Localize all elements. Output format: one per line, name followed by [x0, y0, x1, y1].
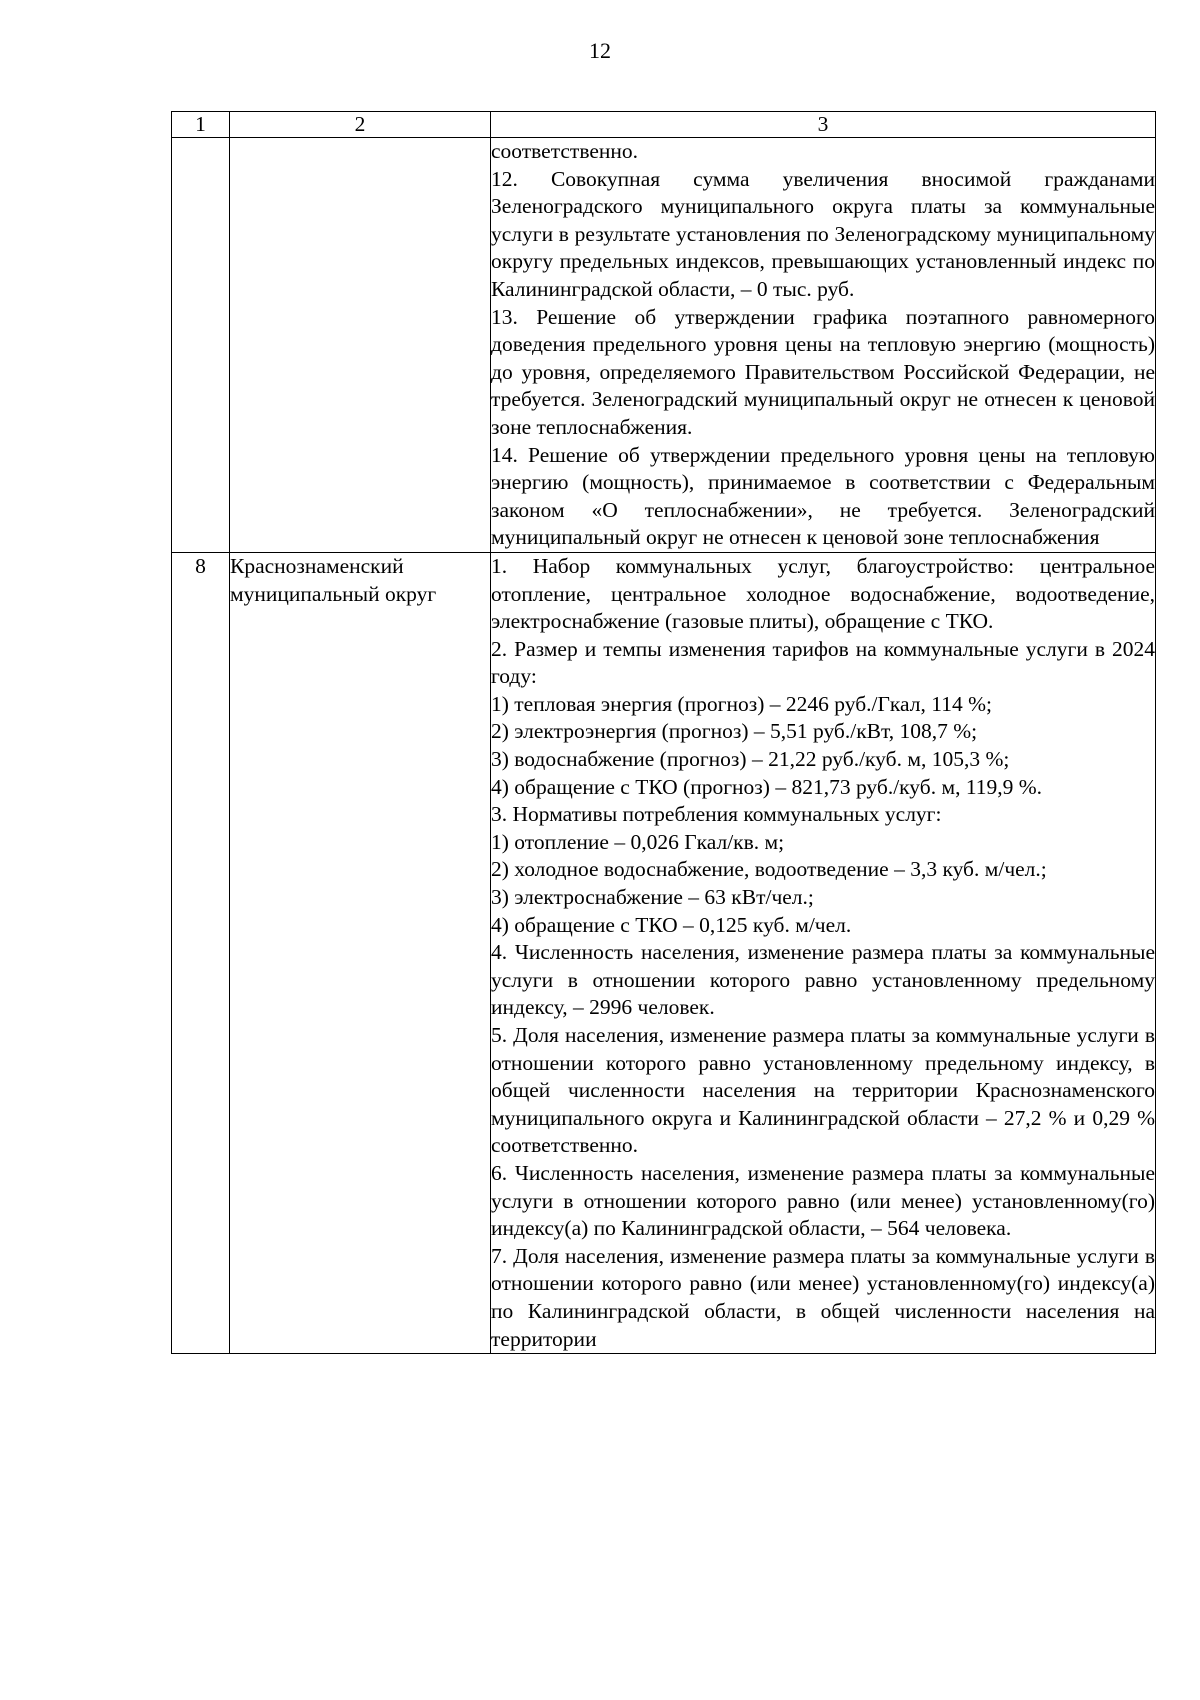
municipality-name: Краснознаменский муниципальный округ — [230, 552, 491, 1353]
table-row — [172, 138, 1156, 553]
row-number — [172, 138, 230, 553]
list-item: 2) электроэнергия (прогноз) – 5,51 руб./кВт, 108,7 %; — [491, 719, 978, 744]
paragraph: 3. Нормативы потребления коммунальных услуг: — [491, 802, 942, 827]
paragraph: 12. Совокупная сумма увеличения вносимой гражданами Зеленоградского муниципального округа платы за коммунальные услуги в результате установления по Зеленоградскому муниципальному округу предельных индексов, превышающих установленный индекс по Калининградской области, – 0 тыс. руб. — [491, 166, 1155, 301]
paragraph: 1. Набор коммунальных услуг, благоустройство: центральное отопление, центральное холодное водоснабжение, водоотведение, электроснабжение (газовые плиты), обращение с ТКО. — [491, 553, 1155, 634]
table-row — [172, 552, 1156, 1353]
header-col-1: 1 — [172, 112, 230, 138]
list-item: 3) электроснабжение – 63 кВт/чел.; — [491, 885, 814, 910]
list-item: 2) холодное водоснабжение, водоотведение – 3,3 куб. м/чел.; — [491, 857, 1047, 882]
row-content — [491, 138, 1156, 553]
paragraph: 2. Размер и темпы изменения тарифов на коммунальные услуги в 2024 году: — [491, 636, 1155, 689]
paragraph: 14. Решение об утверждении предельного уровня цены на тепловую энергию (мощность), принимаемое в соответствии с Федеральным законом «О теплоснабжении», не требуется. Зеленоградский муниципальный округ не отнесен к ценовой зоне теплоснабжения — [491, 442, 1155, 550]
paragraph: 4. Численность населения, изменение размера платы за коммунальные услуги в отношении которого равно установленному предельному индексу, – 2996 человек. — [491, 940, 1155, 1020]
paragraph: 13. Решение об утверждении графика поэтапного равномерного доведения предельного уровня цены на тепловую энергию (мощность) до уровня, определяемого Правительством Российской Федерации, не требуется. Зеленоградский муниципальный округ не отнесен к ценовой зоне теплоснабжения. — [491, 304, 1155, 439]
paragraph: соответственно. — [491, 139, 639, 163]
row-content — [491, 552, 1156, 1353]
paragraph: 5. Доля населения, изменение размера платы за коммунальные услуги в отношении которого равно установленному предельному индексу, в общей численности населения на территории Краснознаменского муниципального округа и Калининградской области – 27,2 % и 0,29 % соответственно. — [491, 1023, 1155, 1158]
list-item: 1) отопление – 0,026 Гкал/кв. м; — [491, 829, 785, 854]
header-col-2: 2 — [230, 112, 491, 138]
list-item: 4) обращение с ТКО (прогноз) – 821,73 руб./куб. м, 119,9 %. — [491, 774, 1043, 799]
row-number: 8 — [172, 552, 230, 1353]
paragraph: 7. Доля населения, изменение размера платы за коммунальные услуги в отношении которого равно (или менее) установленному(го) индексу(а) по Калининградской области, в общей численности населения на территории — [491, 1243, 1155, 1351]
indicators-table — [171, 111, 1156, 1354]
table-header-row — [172, 112, 1156, 138]
header-col-3: 3 — [491, 112, 1156, 138]
municipality-name — [230, 138, 491, 553]
page-number: 12 — [589, 38, 611, 63]
list-item: 3) водоснабжение (прогноз) – 21,22 руб./куб. м, 105,3 %; — [491, 747, 1010, 772]
list-item: 1) тепловая энергия (прогноз) – 2246 руб./Гкал, 114 %; — [491, 691, 992, 716]
paragraph: 6. Численность населения, изменение размера платы за коммунальные услуги в отношении которого равно (или менее) установленному(го) индексу(а) по Калининградской области, – 564 человека. — [491, 1160, 1155, 1241]
list-item: 4) обращение с ТКО – 0,125 куб. м/чел. — [491, 912, 852, 937]
